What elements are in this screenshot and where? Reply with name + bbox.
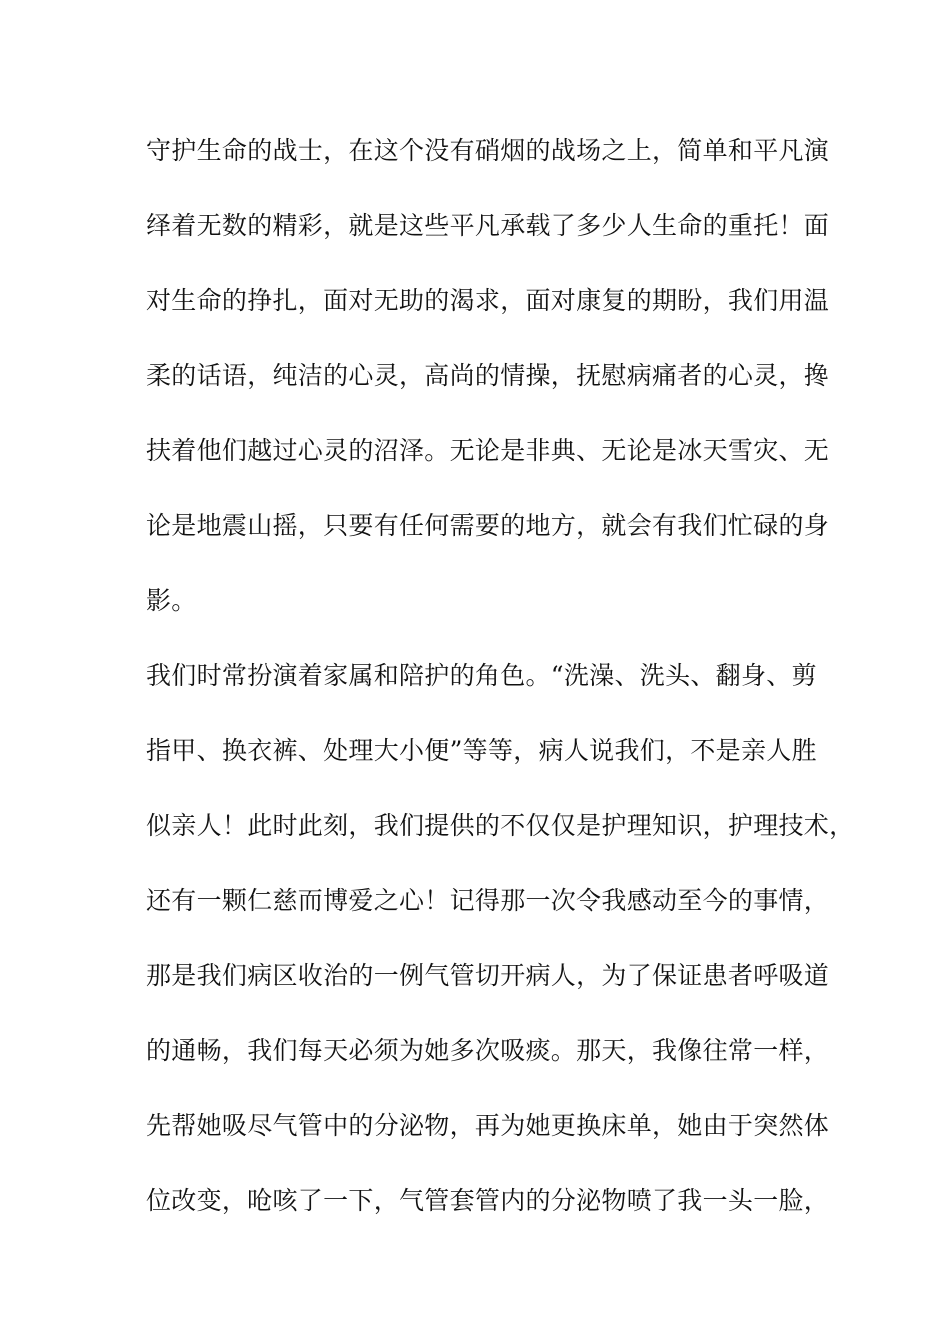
text-line: 影。	[146, 586, 197, 615]
text-line: 扶着他们越过心灵的沼泽。无论是非典、无论是冰天雪灾、无	[146, 436, 830, 465]
text-line: 我们时常扮演着家属和陪护的角色。“洗澡、洗头、翻身、剪	[146, 661, 817, 690]
text-line: 的通畅，我们每天必须为她多次吸痰。那天，我像往常一样，	[146, 1036, 830, 1065]
text-line: 守护生命的战士，在这个没有硝烟的战场之上，简单和平凡演	[146, 136, 830, 165]
text-line: 对生命的挣扎，面对无助的渴求，面对康复的期盼，我们用温	[146, 286, 830, 315]
text-line: 柔的话语，纯洁的心灵，高尚的情操，抚慰病痛者的心灵，搀	[146, 361, 830, 390]
text-line: 先帮她吸尽气管中的分泌物，再为她更换床单，她由于突然体	[146, 1111, 830, 1140]
text-line: 论是地震山摇，只要有任何需要的地方，就会有我们忙碌的身	[146, 511, 830, 540]
text-line: 指甲、换衣裤、处理大小便”等等，病人说我们，不是亲人胜	[146, 736, 817, 765]
text-line: 那是我们病区收治的一例气管切开病人，为了保证患者呼吸道	[146, 961, 830, 990]
text-line: 位改变，呛咳了一下，气管套管内的分泌物喷了我一头一脸，	[146, 1186, 830, 1215]
text-line: 似亲人！此时此刻，我们提供的不仅仅是护理知识，护理技术，	[146, 811, 855, 840]
text-line: 绎着无数的精彩，就是这些平凡承载了多少人生命的重托！面	[146, 211, 830, 240]
text-line: 还有一颗仁慈而博爱之心！记得那一次令我感动至今的事情，	[146, 886, 830, 915]
